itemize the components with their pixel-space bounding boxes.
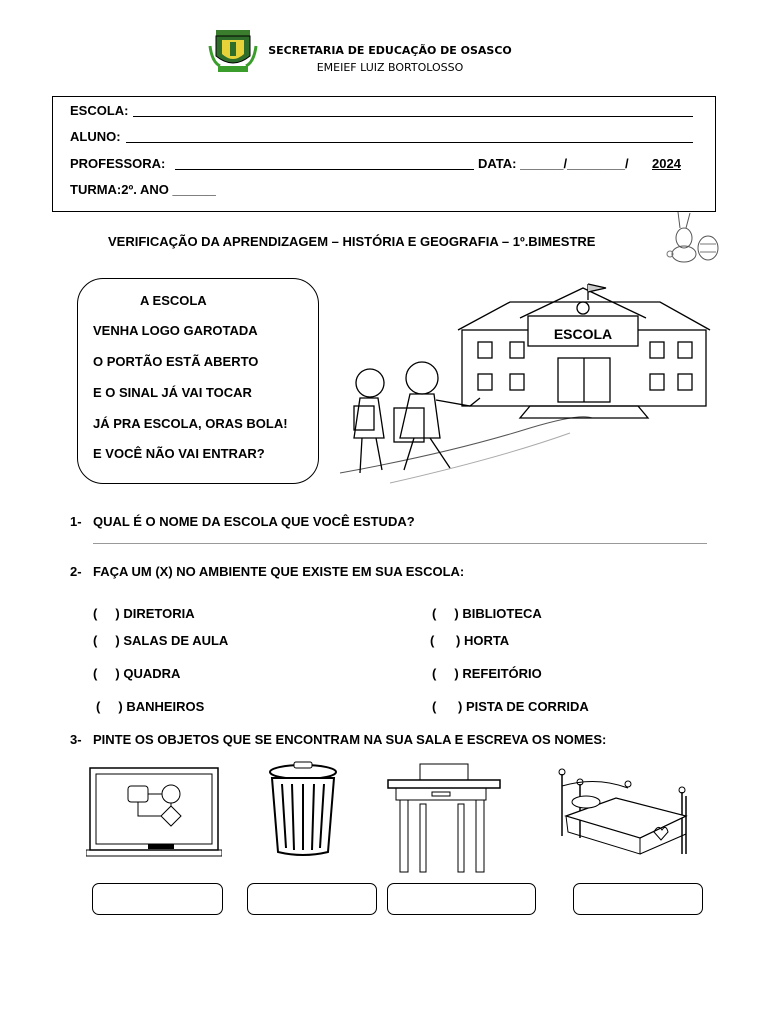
question-1-answer-line[interactable]: [93, 543, 707, 544]
answer-box-trash-can[interactable]: [247, 883, 377, 915]
option-pista-de-corrida[interactable]: ( ) PISTA DE CORRIDA: [432, 699, 589, 714]
option-quadra[interactable]: ( ) QUADRA: [93, 666, 181, 681]
professora-label: PROFESSORA:: [70, 156, 166, 171]
poem-line: O PORTÃO ESTÃ ABERTO: [93, 354, 259, 369]
poem-line: E O SINAL JÁ VAI TOCAR: [93, 385, 252, 400]
question-2-number: 2-: [70, 564, 82, 579]
escola-field[interactable]: [133, 116, 693, 117]
option-biblioteca[interactable]: ( ) BIBLIOTECA: [432, 606, 542, 621]
question-2-text: FAÇA UM (X) NO AMBIENTE QUE EXISTE EM SUA ESCOLA:: [93, 564, 465, 579]
trash-can-icon: [266, 760, 340, 858]
question-1-number: 1-: [70, 514, 82, 529]
poem-line: JÁ PRA ESCOLA, ORAS BOLA!: [93, 416, 288, 431]
escola-label: ESCOLA:: [70, 103, 129, 118]
school-children-illustration: [330, 278, 720, 488]
option-refeitorio[interactable]: ( ) REFEITÓRIO: [432, 666, 542, 681]
answer-box-blackboard[interactable]: [92, 883, 223, 915]
option-salas-de-aula[interactable]: ( ) SALAS DE AULA: [93, 633, 229, 648]
school-desk-icon: [386, 760, 502, 876]
aluno-field[interactable]: [126, 142, 693, 143]
option-banheiros[interactable]: ( ) BANHEIROS: [96, 699, 205, 714]
bed-icon: [556, 766, 696, 862]
easter-bunny-icon: [664, 208, 724, 264]
option-horta[interactable]: ( ) HORTA: [430, 633, 510, 648]
poem-line: VENHA LOGO GAROTADA: [93, 323, 258, 338]
page-title: VERIFICAÇÃO DA APRENDIZAGEM – HISTÓRIA E GEOGRAFIA – 1º.BIMESTRE: [108, 234, 596, 249]
header-secretaria: SECRETARIA DE EDUCAÇÃO DE OSASCO: [268, 44, 512, 57]
answer-box-desk[interactable]: [387, 883, 536, 915]
option-diretoria[interactable]: ( ) DIRETORIA: [93, 606, 195, 621]
poem-line: E VOCÊ NÃO VAI ENTRAR?: [93, 446, 265, 461]
poem-title: A ESCOLA: [140, 293, 207, 308]
data-label: DATA: ______/________/: [478, 156, 629, 171]
turma-label: TURMA:2º. ANO ______: [70, 182, 216, 197]
question-3-number: 3-: [70, 732, 82, 747]
answer-box-bed[interactable]: [573, 883, 703, 915]
question-1-text: QUAL É O NOME DA ESCOLA QUE VOCÊ ESTUDA?: [93, 514, 415, 529]
question-3-text: PINTE OS OBJETOS QUE SE ENCONTRAM NA SUA SALA E ESCREVA OS NOMES:: [93, 732, 607, 747]
blackboard-icon: [86, 766, 222, 858]
header-school-name: EMEIEF LUIZ BORTOLOSSO: [316, 61, 464, 74]
year-label: 2024: [652, 156, 681, 171]
professora-field[interactable]: [175, 169, 474, 170]
school-sign: ESCOLA: [553, 326, 613, 342]
aluno-label: ALUNO:: [70, 129, 121, 144]
